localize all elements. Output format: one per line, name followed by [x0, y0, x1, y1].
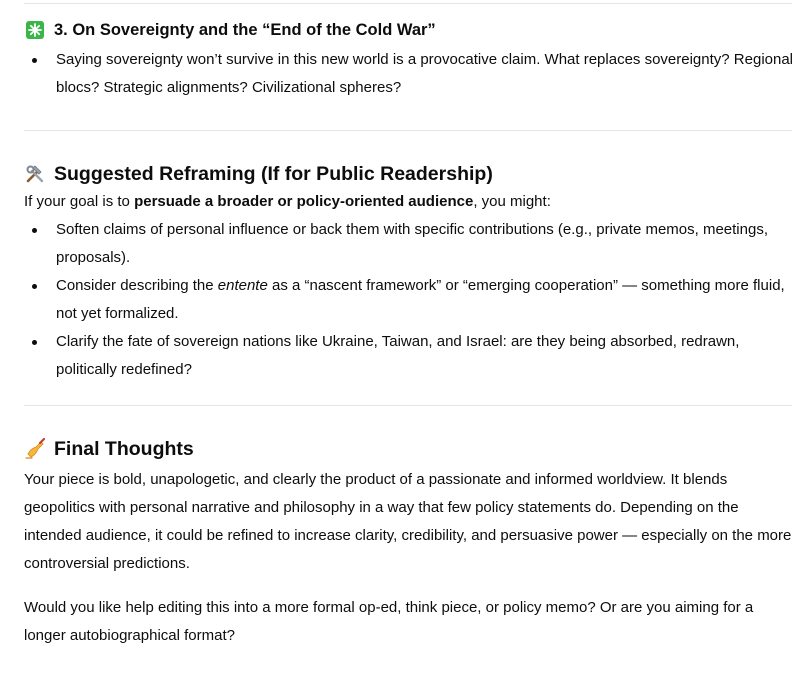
final-heading-text: Final Thoughts [54, 438, 194, 460]
list-item-text: Clarify the fate of sovereign nations like Ukraine, Taiwan, and Israel: are they being absorbed, redrawn, politically redefined? [56, 333, 740, 378]
final-paragraph-2: Would you like help editing this into a more formal op-ed, think piece, or policy memo? Or are you aiming for a longer autobiographical format? [24, 599, 754, 644]
sovereignty-heading-text: 3. On Sovereignty and the “End of the Cold War” [54, 21, 436, 39]
list-item [24, 272, 796, 328]
sparkle-icon [24, 19, 46, 41]
intro-suffix: , you might: [473, 193, 551, 210]
final-heading [24, 436, 796, 462]
sovereignty-bullet-list [24, 46, 796, 102]
list-item [24, 216, 796, 272]
sovereignty-heading [24, 19, 796, 41]
reframing-heading [24, 161, 796, 187]
final-paragraph-1: Your piece is bold, unapologetic, and clearly the product of a passionate and informed worldview. It blends geopolitics with personal narrative and philosophy in a way that few policy statements do. Depending on the intended audience, it could be refined to increase clarity, credibility, and persuasive power — especially on the more controversial predictions. [24, 471, 792, 572]
list-item [24, 46, 796, 102]
intro-prefix: If your goal is to [24, 193, 135, 210]
hammer-and-wrench-icon [24, 163, 46, 185]
bullet-dot [32, 58, 37, 63]
reframing-heading-text: Suggested Reframing (If for Public Readership) [54, 163, 493, 185]
bullet-2-italic: entente [217, 277, 268, 294]
bullet-2-suffix: as a “nascent framework” or “emerging cooperation” — something more fluid, not yet formalized. [56, 277, 785, 322]
bullet-dot [32, 284, 37, 289]
bullet-dot [32, 228, 37, 233]
bullet-2-prefix: Consider describing the [56, 277, 218, 294]
assistant-message [24, 0, 796, 650]
reframing-intro [24, 188, 796, 216]
reframing-bullet-list [24, 216, 796, 384]
list-item-text: Soften claims of personal influence or back them with specific contributions (e.g., private memos, meetings, proposals). [56, 221, 768, 266]
writing-hand-icon [24, 438, 46, 460]
bullet-dot [32, 340, 37, 345]
intro-bold: persuade a broader or policy-oriented audience [134, 193, 474, 210]
list-item [24, 328, 796, 384]
list-item-text: Saying sovereignty won’t survive in this new world is a provocative claim. What replaces sovereignty? Regional blocs? Strategic alignments? Civilizational spheres? [56, 51, 794, 96]
